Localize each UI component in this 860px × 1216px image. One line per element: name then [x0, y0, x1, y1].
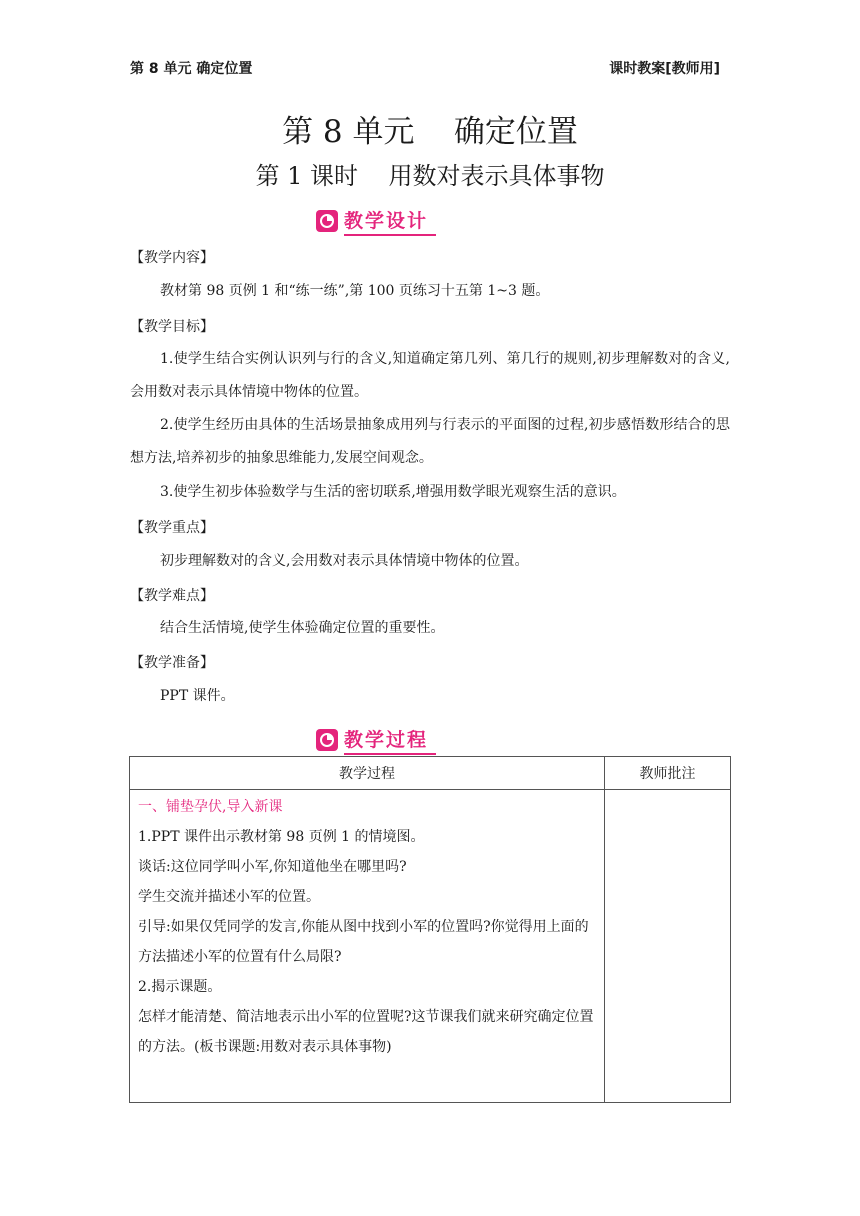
design-badge — [316, 206, 436, 236]
process-line: 一、铺垫孕伏,导入新课 — [138, 799, 283, 815]
goal-2: 2.使学生经历由具体的生活场景抽象成用列与行表示的平面图的过程,初步感悟数形结合的思想方法,培养初步的抽象思维能力,发展空间观念。 — [130, 417, 730, 466]
goals-heading: 【教学目标】 — [130, 319, 214, 335]
design-badge-label: 教学设计 — [344, 206, 436, 236]
goal-1: 1.使学生结合实例认识列与行的含义,知道确定第几列、第几行的规则,初步理解数对的含义,会用数对表示具体情境中物体的位置。 — [130, 351, 730, 400]
content-heading: 【教学内容】 — [130, 250, 214, 266]
col-process: 教学过程 — [130, 757, 605, 790]
notes-cell — [605, 790, 731, 1103]
process-line: 2.揭示课题。 — [138, 979, 222, 995]
process-table — [129, 756, 731, 1103]
process-line: 1.PPT 课件出示教材第 98 页例 1 的情境图。 — [138, 829, 425, 845]
unit-title: 第 8 单元 确定位置 — [282, 114, 578, 150]
header-doc-type: 课时教案[教师用] — [609, 61, 720, 77]
goal-3: 3.使学生初步体验数学与生活的密切联系,增强用数学眼光观察生活的意识。 — [160, 484, 626, 500]
difficulty-heading: 【教学难点】 — [130, 588, 214, 604]
col-notes: 教师批注 — [605, 757, 731, 790]
swirl-icon — [316, 729, 338, 751]
difficulty-text: 结合生活情境,使学生体验确定位置的重要性。 — [160, 620, 445, 636]
process-content — [130, 790, 605, 1103]
table-row — [130, 790, 731, 1103]
content-text: 教材第 98 页例 1 和“练一练”,第 100 页练习十五第 1~3 题。 — [160, 283, 550, 299]
process-badge — [316, 725, 436, 755]
key-text: 初步理解数对的含义,会用数对表示具体情境中物体的位置。 — [160, 553, 529, 569]
process-line: 怎样才能清楚、简洁地表示出小军的位置呢?这节课我们就来研究确定位置的方法。(板书课题:用数对表示具体事物) — [138, 1009, 594, 1055]
process-badge-label: 教学过程 — [344, 725, 436, 755]
process-line: 谈话:这位同学叫小军,你知道他坐在哪里吗? — [138, 859, 407, 875]
table-header-row — [130, 757, 731, 790]
process-line: 学生交流并描述小军的位置。 — [138, 889, 320, 905]
key-heading: 【教学重点】 — [130, 520, 214, 536]
prep-text: PPT 课件。 — [160, 688, 235, 704]
header-unit: 第 8 单元 确定位置 — [130, 61, 253, 77]
lesson-title: 第 1 课时 用数对表示具体事物 — [255, 162, 605, 190]
swirl-icon — [316, 210, 338, 232]
prep-heading: 【教学准备】 — [130, 655, 214, 671]
process-line: 引导:如果仅凭同学的发言,你能从图中找到小军的位置吗?你觉得用上面的方法描述小军的位置有什么局限? — [138, 919, 589, 965]
